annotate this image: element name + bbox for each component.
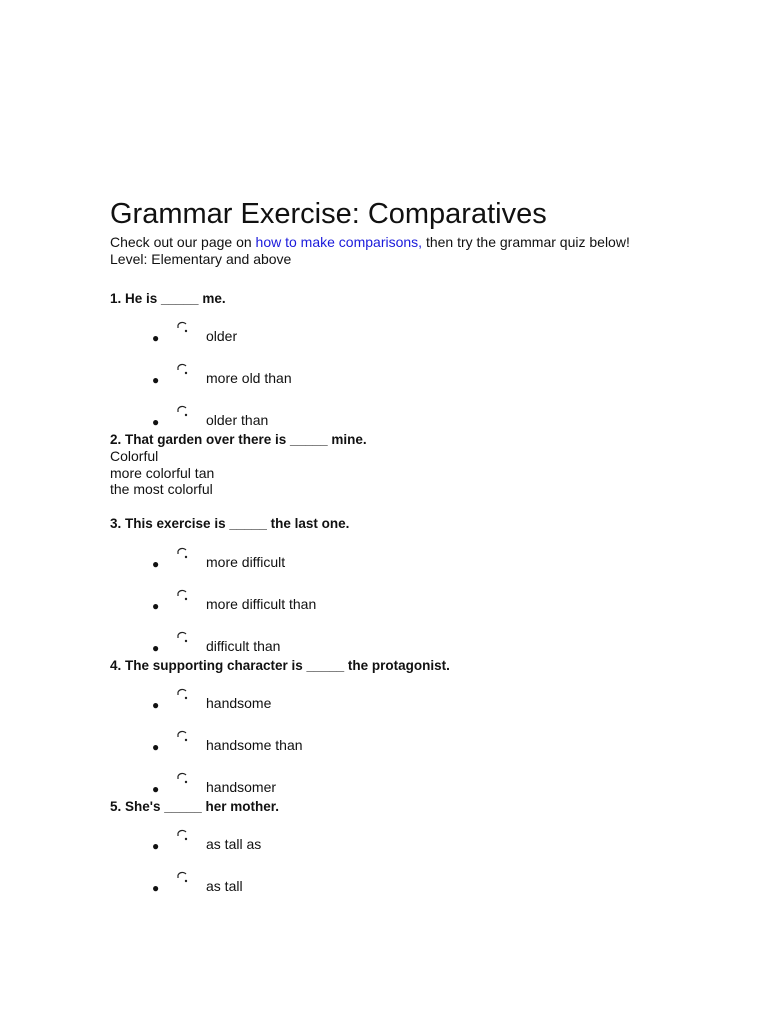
option-item[interactable] [110, 357, 670, 399]
radio-button-icon[interactable] [175, 631, 189, 645]
radio-button-icon[interactable] [175, 871, 189, 885]
bullet-icon: ● [152, 556, 160, 571]
question-4: 4. The supporting character is _____ the protagonist. [110, 657, 450, 673]
question-1-options [110, 315, 670, 431]
bullet-icon: ● [152, 373, 160, 387]
option-label: handsomer [206, 778, 277, 795]
option-label: handsome than [206, 736, 303, 753]
plain-option: Colorful [110, 448, 159, 464]
bullet-icon: ● [152, 838, 160, 853]
question-4-options [110, 682, 670, 798]
question-5: 5. She's _____ her mother. [110, 798, 280, 814]
option-item[interactable] [110, 583, 670, 625]
plain-option: more colorful tan [110, 464, 215, 481]
radio-button-icon[interactable] [175, 589, 189, 603]
intro-prefix: Check out our page on [110, 234, 256, 250]
radio-button-icon[interactable] [175, 688, 189, 702]
option-item[interactable] [110, 724, 670, 766]
bullet-icon: ● [152, 739, 160, 754]
radio-button-icon[interactable] [175, 363, 189, 377]
bullet-icon: ● [152, 880, 160, 895]
bullet-icon: ● [152, 697, 160, 712]
option-item[interactable] [110, 865, 670, 907]
question-5-options [110, 823, 670, 907]
option-label: older than [206, 412, 269, 428]
document-page [110, 194, 670, 907]
option-label: handsome [206, 694, 272, 711]
option-item[interactable] [110, 625, 670, 657]
intro-suffix: then try the grammar quiz below! [422, 234, 630, 250]
option-item[interactable] [110, 541, 670, 583]
bullet-icon: ● [152, 598, 160, 613]
bullet-icon: ● [152, 415, 160, 429]
option-label: more difficult [206, 553, 286, 570]
level-text: Level: Elementary and above [110, 250, 292, 267]
option-label: as tall as [206, 835, 262, 852]
bullet-icon: ● [152, 640, 160, 655]
option-item[interactable] [110, 315, 670, 357]
option-label: more difficult than [206, 595, 317, 612]
plain-option: the most colorful [110, 481, 213, 497]
radio-button-icon[interactable] [175, 730, 189, 744]
intro [110, 234, 670, 267]
option-label: difficult than [206, 637, 281, 654]
option-item[interactable] [110, 399, 670, 431]
option-item[interactable] [110, 682, 670, 724]
option-item[interactable] [110, 766, 670, 798]
option-label: older [206, 328, 238, 344]
question-2-options [110, 448, 670, 498]
radio-button-icon[interactable] [175, 547, 189, 561]
radio-button-icon[interactable] [175, 405, 189, 419]
question-3: 3. This exercise is _____ the last one. [110, 515, 350, 531]
comparisons-link[interactable]: how to make comparisons, [255, 234, 423, 250]
question-2: 2. That garden over there is _____ mine. [110, 432, 367, 447]
intro-text [110, 234, 670, 251]
option-label: as tall [206, 877, 243, 894]
question-3-options [110, 541, 670, 657]
bullet-icon: ● [152, 781, 160, 796]
radio-button-icon[interactable] [175, 321, 189, 335]
page-title: Grammar Exercise: Comparatives [110, 198, 547, 230]
option-label: more old than [206, 370, 292, 386]
question-1: 1. He is _____ me. [110, 291, 226, 306]
radio-button-icon[interactable] [175, 772, 189, 786]
radio-button-icon[interactable] [175, 829, 189, 843]
bullet-icon: ● [152, 331, 160, 345]
option-item[interactable] [110, 823, 670, 865]
